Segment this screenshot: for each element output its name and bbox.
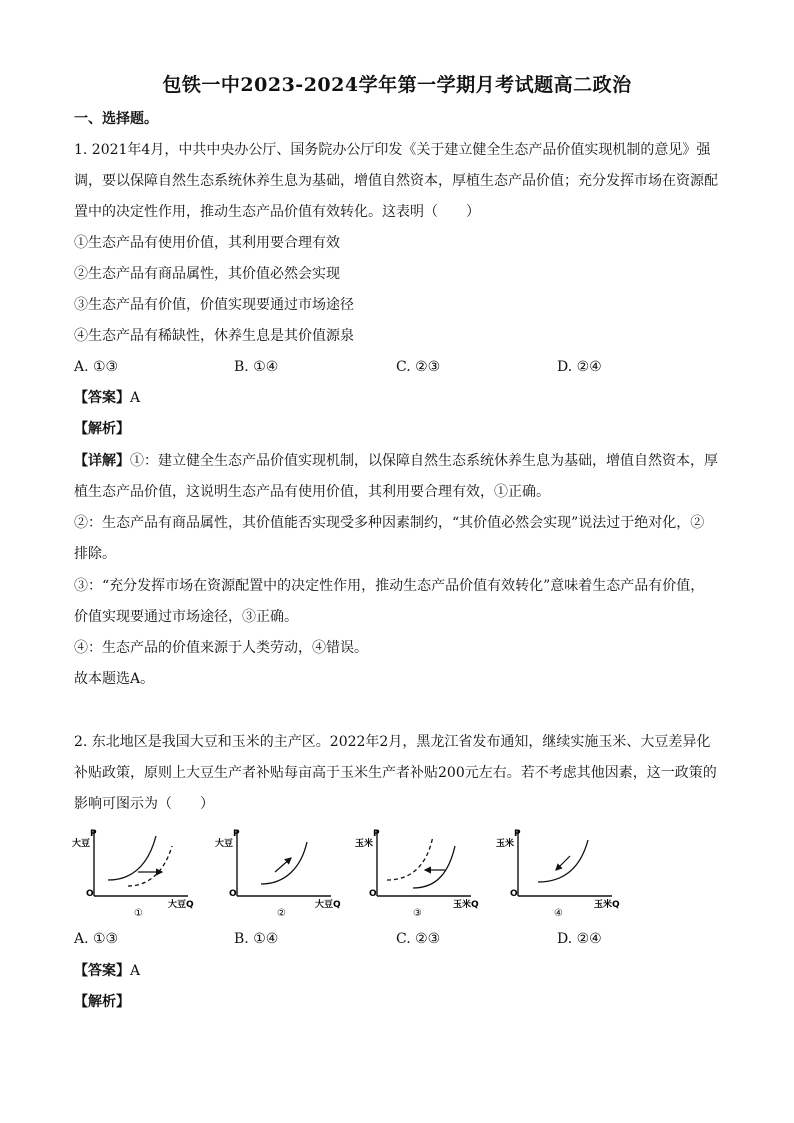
- q2-stem-line: 补贴政策，原则上大豆生产者补贴每亩高于玉米生产者补贴200元左右。若不考虑其他因素，这一政策的: [74, 765, 717, 781]
- graph-number: ①: [134, 908, 143, 919]
- detail-label: 【详解】: [74, 453, 130, 469]
- y-axis-label: 玉米: [355, 839, 374, 849]
- x-axis-label: 大豆Q: [168, 900, 194, 910]
- section-heading: 一、选择题。: [74, 111, 158, 127]
- q1-detail-line: ②：生态产品有商品属性，其价值能否实现受多种因素制约，“其价值必然会实现”说法过于绝对化，②: [74, 515, 705, 531]
- q2-option-b: B. ①④: [234, 931, 279, 947]
- q1-option-b: B. ①④: [234, 359, 279, 375]
- q2-analysis-label: 【解析】: [74, 994, 130, 1010]
- q1-detail-line: ③：“充分发挥市场在资源配置中的决定性作用，推动生态产品价值有效转化”意味着生态产品有价值，: [74, 578, 705, 594]
- origin-label: O: [86, 889, 94, 899]
- q1-statement: ②生态产品有商品属性，其价值必然会实现: [74, 266, 340, 282]
- y-axis-label: 大豆: [72, 839, 91, 849]
- x-axis-label: 玉米Q: [594, 900, 620, 910]
- q1-analysis-label: 【解析】: [74, 421, 130, 437]
- y-axis-p: P: [514, 829, 521, 839]
- q1-option-a: A. ①③: [74, 359, 119, 375]
- q1-detail-line: 排除。: [74, 546, 116, 562]
- graph-number: ④: [554, 908, 563, 919]
- origin-label: O: [369, 889, 377, 899]
- answer-label: 【答案】: [74, 963, 130, 979]
- q1-answer-row: [74, 389, 724, 407]
- q1-detail-line: ④：生态产品的价值来源于人类劳动，④错误。: [74, 640, 368, 656]
- q1-statement: ④生态产品有稀缺性，休养生息是其价值源泉: [74, 328, 354, 344]
- q1-statement: ③生态产品有价值，价值实现要通过市场途径: [74, 297, 354, 313]
- q2-stem-line: 影响可图示为（ ）: [74, 796, 214, 812]
- graph-4: [494, 826, 624, 922]
- q1-stem-line: 置中的决定性作用，推动生态产品价值有效转化。这表明（ ）: [74, 204, 480, 220]
- answer-value: A: [130, 390, 141, 406]
- x-axis-label: 玉米Q: [453, 900, 479, 910]
- graph-number: ③: [413, 908, 422, 919]
- origin-label: O: [229, 889, 237, 899]
- graph-1: [70, 826, 200, 922]
- q1-detail-line: 故本题选A。: [74, 671, 155, 687]
- q1-detail-line: 价值实现要通过市场途径，③正确。: [74, 609, 298, 625]
- answer-value: A: [130, 963, 141, 979]
- page-title: 包铁一中2023-2024学年第一学期月考试题高二政治: [162, 74, 632, 96]
- origin-label: O: [510, 889, 518, 899]
- q2-option-a: A. ①③: [74, 931, 119, 947]
- q1-detail-line: [74, 452, 724, 470]
- x-axis-label: 大豆Q: [315, 900, 341, 910]
- graph-3: [353, 826, 483, 922]
- q1-option-c: C. ②③: [396, 359, 441, 375]
- q2-answer-row: [74, 962, 724, 980]
- q1-detail-line: 植生态产品价值，这说明生态产品有使用价值，其利用要合理有效，①正确。: [74, 484, 550, 500]
- graph-2: [213, 826, 343, 922]
- q1-statement: ①生态产品有使用价值，其利用要合理有效: [74, 235, 340, 251]
- graph-number: ②: [277, 908, 286, 919]
- q2-option-c: C. ②③: [396, 931, 441, 947]
- detail-text: ①：建立健全生态产品价值实现机制，以保障自然生态系统休养生息为基础，增值自然资本，厚: [130, 453, 718, 469]
- q2-option-d: D. ②④: [557, 931, 602, 947]
- y-axis-p: P: [90, 829, 97, 839]
- q2-stem-line: 2. 东北地区是我国大豆和玉米的主产区。2022年2月，黑龙江省发布通知，继续实施玉米、大豆差异化: [74, 734, 711, 750]
- y-axis-label: 玉米: [496, 839, 515, 849]
- y-axis-p: P: [233, 829, 240, 839]
- q1-stem-line: 调，要以保障自然生态系统休养生息为基础，增值自然资本，厚植生态产品价值；充分发挥市场在资源配: [74, 173, 718, 189]
- q1-option-d: D. ②④: [557, 359, 602, 375]
- q1-stem-line: 1. 2021年4月，中共中央办公厅、国务院办公厅印发《关于建立健全生态产品价值实现机制的意见》强: [74, 142, 711, 158]
- answer-label: 【答案】: [74, 390, 130, 406]
- y-axis-p: P: [373, 829, 380, 839]
- y-axis-label: 大豆: [215, 839, 234, 849]
